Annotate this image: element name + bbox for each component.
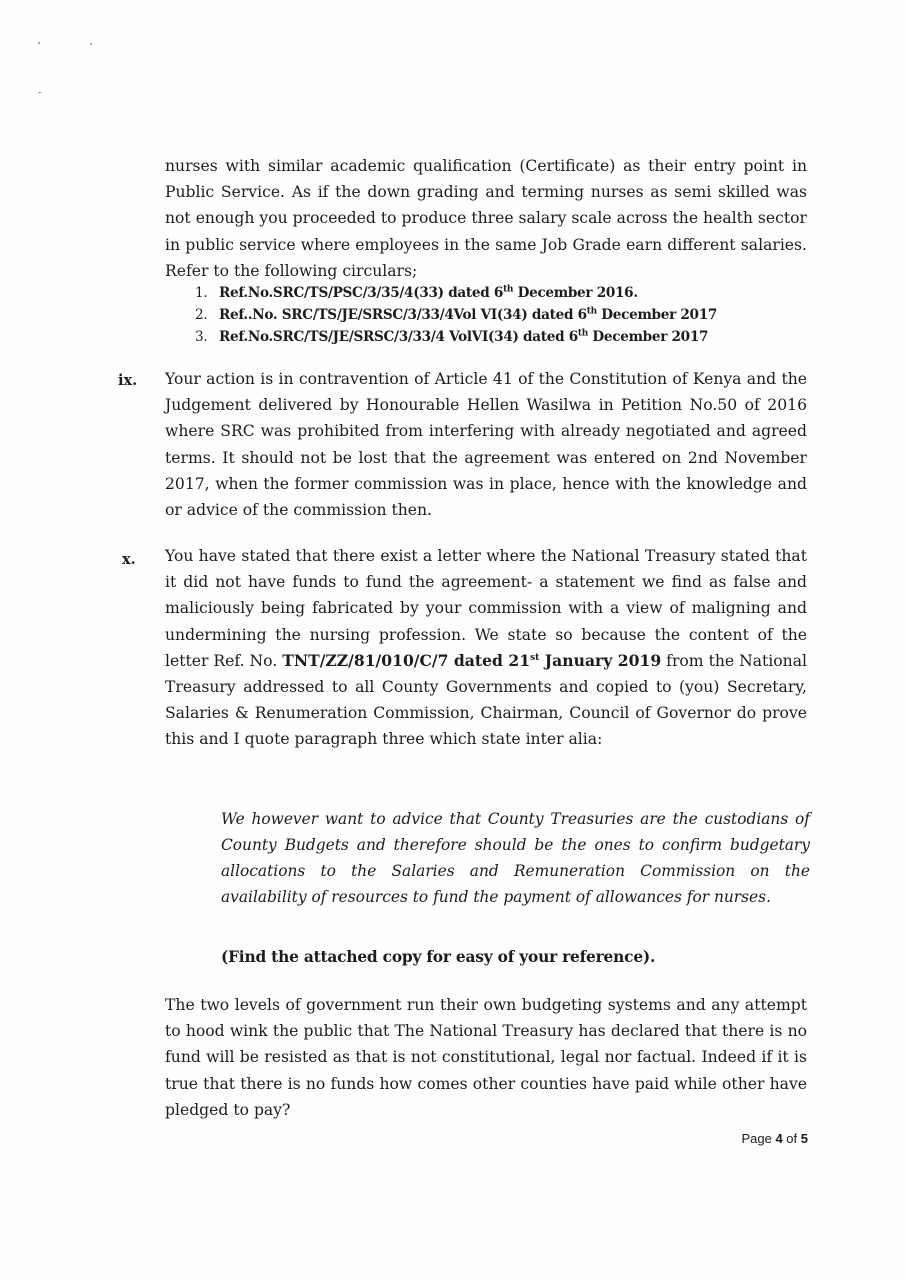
item-ix-paragraph: Your action is in contravention of Article 41 of the Constitution of Kenya and the Judgement delivered by Honourable Hellen Wasilwa in Petition No.50 of 2016 where SRC was prohibited from interfering with already negotiated and agreed terms. It should not be lost that the agreement was entered on 2nd November 2017, when the former commission was in place, hence with the knowledge and or advice of the commission then. <box>165 370 807 520</box>
circular-number: 1. <box>195 285 208 301</box>
page-number <box>741 1131 808 1146</box>
circular-item <box>195 326 717 348</box>
letter-date: January 2019 <box>539 650 662 670</box>
circular-ref: Ref.No.SRC/TS/JE/SRSC/3/33/4 VolVI(34) dated 6 <box>219 329 578 345</box>
item-marker-ix: ix. <box>118 372 138 389</box>
item-x-text-end: from the National Treasury addressed to all County Governments and copied to (you) Secretary, Salaries & Renumeration Commission, Chairman, Council of Governor do prove this and I quote paragraph three which state inter alia: <box>165 651 807 749</box>
circular-date: December 2017 <box>596 307 718 323</box>
circular-item <box>195 282 717 304</box>
circulars-list <box>195 282 717 348</box>
scan-speck <box>90 43 92 45</box>
current-page: 4 <box>775 1131 783 1146</box>
quoted-paragraph: We however want to advice that County Treasuries are the custodians of County Budgets and therefore should be the ones to confirm budgetary allocations to the Salaries and Remuneration Commission on the availability of resources to fund the payment of allowances for nurses. <box>221 810 810 906</box>
circular-number: 3. <box>195 329 208 345</box>
letter-date-label: dated 21 <box>448 650 531 670</box>
of-label: of <box>782 1131 801 1146</box>
circular-date-sup: th <box>577 328 588 339</box>
circular-item <box>195 304 717 326</box>
attachment-note: (Find the attached copy for easy of your reference). <box>221 948 656 966</box>
circular-date: December 2017 <box>588 329 709 345</box>
letter-date-sup: st <box>530 652 540 663</box>
closing-paragraph: The two levels of government run their own budgeting systems and any attempt to hood wink the public that The National Treasury has declared that there is no fund will be resisted as that is not constitutional, legal nor factual. Indeed if it is true that there is no funds how comes other counties have paid while other have pledged to pay? <box>165 996 807 1119</box>
circular-date: December 2016. <box>513 285 638 301</box>
circular-ref: Ref.No.SRC/TS/PSC/3/35/4(33) dated 6 <box>219 285 504 301</box>
scan-speck <box>38 42 40 44</box>
item-x-paragraph <box>165 543 807 753</box>
circular-date-sup: th <box>586 306 597 317</box>
item-x-text-start: You have stated that there exist a letter where the National Treasury stated that it did not have funds to fund the agreement- a statement we find as false and maliciously being fabricated by your commission with a view of maligning and undermining the nursing profession. We state so because the content of the letter Ref. No. <box>165 547 807 670</box>
circular-ref: Ref..No. SRC/TS/JE/SRSC/3/33/4Vol VI(34) dated 6 <box>219 307 587 323</box>
scan-speck <box>38 92 41 93</box>
circular-number: 2. <box>195 307 208 323</box>
total-pages: 5 <box>800 1131 808 1146</box>
page-label: Page <box>741 1131 776 1146</box>
intro-paragraph: nurses with similar academic qualification (Certificate) as their entry point in Public Service. As if the down grading and terming nurses as semi skilled was not enough you proceeded to produce three salary scale across the health sector in public service where employees in the same Job Grade earn different salaries. Refer to the following circulars; <box>165 157 807 280</box>
item-marker-x: x. <box>122 551 136 568</box>
letter-ref: TNT/ZZ/81/010/C/7 <box>282 650 449 670</box>
circular-date-sup: th <box>503 284 514 295</box>
